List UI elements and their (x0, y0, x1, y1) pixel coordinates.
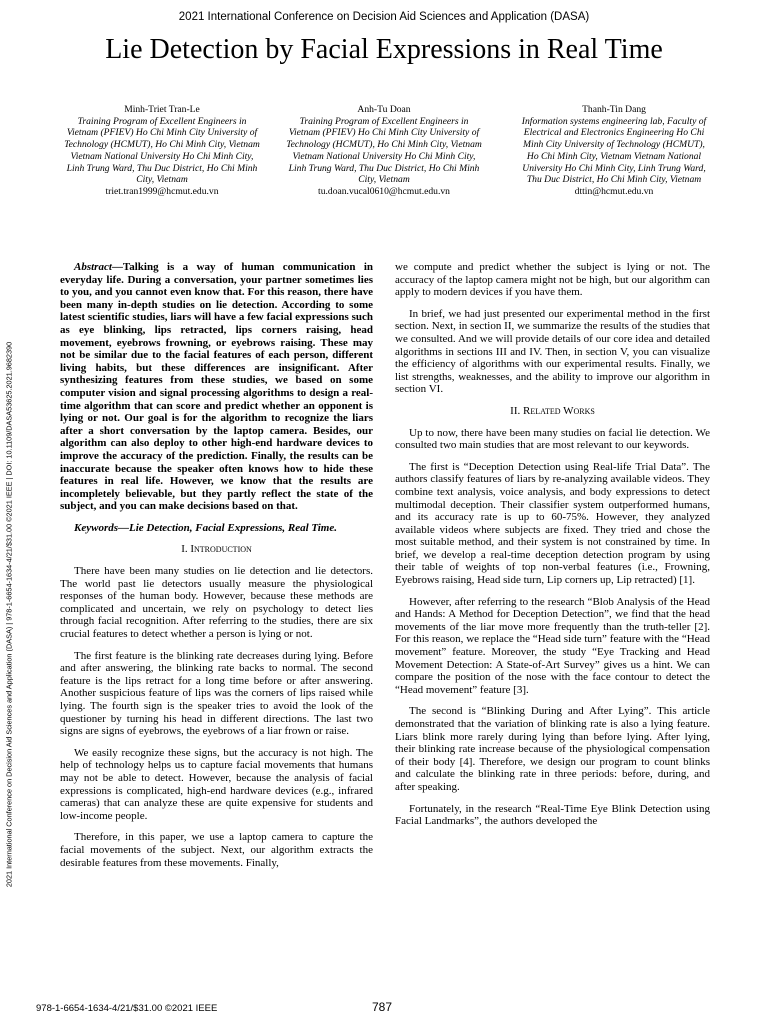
author-name: Minh-Triet Tran-Le (124, 104, 200, 115)
author-affiliation: Training Program of Excellent Engineers in Vietnam (PFIEV) Ho Chi Minh City University of Technology (HCMUT), Ho Chi Minh City, Vietnam Vietnam National University Ho Chi Minh City, Linh Trung Ward, Thu Duc District, Ho Chi Minh City, Vietnam (286, 115, 482, 186)
abstract (60, 261, 373, 513)
page-number: 787 (372, 1000, 393, 1014)
author-block (64, 104, 260, 198)
paragraph: Therefore, in this paper, we use a laptop camera to capture the facial movements of the subject. Next, our algorithm extracts the desirable features from these movements. Finally, (60, 831, 373, 869)
conference-header: 2021 International Conference on Decision Aid Sciences and Application (DASA) (178, 11, 590, 23)
author-name: Thanh-Tin Dang (582, 104, 646, 115)
author-affiliation: Training Program of Excellent Engineers in Vietnam (PFIEV) Ho Chi Minh City University of Technology (HCMUT), Ho Chi Minh City, Vietnam Vietnam National University Ho Chi Minh City, Linh Trung Ward, Thu Duc District, Ho Chi Minh City, Vietnam (64, 115, 260, 186)
paper-title: Lie Detection by Facial Expressions in Real Time (105, 34, 663, 65)
abstract-label: Abstract (74, 261, 112, 273)
paragraph: In brief, we had just presented our experimental method in the first section. Next, in section II, we summarize the results of the studies that we consulted. And we will provide details of our core idea and detailed algorithms in sections III and IV. Then, in section V, you can visualize the efficiency of algorithms with our experimental results. Finally, we list strengths, weaknesses, and the ability to improve our algorithm in section VI. (395, 307, 710, 396)
paragraph: Fortunately, in the research “Real-Time Eye Blink Detection using Facial Landmarks”, the authors developed the (395, 802, 710, 828)
paragraph: The first is “Deception Detection using Real-life Trial Data”. The authors classify features of liars by re-analyzing available videos. They combine text analysis, voice analysis, and body expressions to detect multimodal deception. Their classifier system outperformed humans, and its accuracy rate is up to 60-75%. However, they analyzed available videos where subjects are fixed. They tried and chose the most suitable method, and their system is not constrained by time. In brief, we develop a real-time deception detection program by using their table of weights of top non-verbal features (i.e., Frowning, Eyebrows raising, Head side turn, Lip corners up, Lip retracted) [1]. (395, 460, 710, 587)
section-heading-related-works: II. Related Works (510, 404, 595, 417)
keywords: Keywords—Lie Detection, Facial Expressions, Real Time. (74, 521, 337, 534)
section-heading-introduction: I. Introduction (181, 543, 252, 556)
paragraph: However, after referring to the research “Blob Analysis of the Head and Hands: A Method for Deception Detection”, we find that the head movements of the liar move more frequently than the truth-teller [2]. For this reason, we replace the “Head side turn” feature with the “Head movement” feature. Moreover, the study “Eye Tracking and Head Movement Detection: A State-of-Art Survey” gives us a hint. We can compare the position of the nose with the face contour to detect the “Head movement” feature [3]. (395, 595, 710, 696)
side-doi-note: 2021 International Conference on Decision Aid Sciences and Application (DASA) | 978-1-6654-1634-4/21/$31.00 ©2021 IEEE | DOI: 10.1109/DASA53625.2021.9682390 (4, 341, 14, 888)
author-block (516, 104, 712, 198)
author-affiliation: Information systems engineering lab, Faculty of Electrical and Electronics Engineering Ho Chi Minh City University of Technology (HCMUT), Ho Chi Minh City, Vietnam Vietnam National University Ho Chi Minh City, Linh Trung Ward, Thu Duc District, Ho Chi Minh City, Vietnam (521, 115, 707, 186)
paragraph: There have been many studies on lie detection and lie detectors. The world past lie detectors usually measure the physiological responses of the human body. However, because these methods are complicated and uncertain, we rely on psychology to detect lies through facial recognition. After referring to the studies, there are six crucial features to detect whether a person is lying or not. (60, 565, 373, 641)
paragraph: we compute and predict whether the subject is lying or not. The accuracy of the laptop camera might not be high, but our algorithm can apply to modern devices if you have them. (395, 261, 710, 299)
paragraph: Up to now, there have been many studies on facial lie detection. We consulted two main studies that are most relevant to our keywords. (395, 426, 710, 452)
author-block (286, 104, 482, 198)
author-name: Anh-Tu Doan (357, 104, 411, 115)
abstract-text: —Talking is a way of human communication in everyday life. During a conversation, your partner sometimes lies to you, and you cannot even know that. For this reason, there have been many in-depth studies on lie detection. According to some latest scientific studies, liars will have a few facial expressions such as eye blinking, lips retracted, lips corners raising, head movement, eyebrows frowning, or eyebrows raising. These may not be similar due to the facial features of each person, different living habits, but these differences are insignificant. After synthesizing features from these studies, we based on some computer vision and signal processing algorithms to design a real-time algorithm that can score and predict whether an opponent is lying or not. Our goal is for the algorithm to recognize the liars after a short conversation by the laptop camera. Besides, our algorithm can also deploy to other high-end hardware devices to improve the accuracy of the prediction. Finally, the results can be inaccurate because the speaker often knows how to hide these features in real life. However, we know that the results are incompletely believable, but they partly reflect the state of the subject, and you can make decisions based on that. (60, 261, 373, 513)
author-email: dttin@hcmut.edu.vn (574, 185, 654, 197)
paragraph: The first feature is the blinking rate decreases during lying. Before and after answering, the blinking rate backs to normal. The second feature is the lips retract for a long time before or after answering. Another suspicious feature of lips was the corners of lips raised while lying. The fourth sign is the speaker tries to avoid the look of the questioner by turning his head in different directions. The last two signs are signs of eyebrows, the eyebrows of a liar frown or raise. (60, 649, 373, 738)
left-column (60, 261, 373, 878)
paragraph: The second is “Blinking During and After Lying”. This article demonstrated that the variation of blinking rate is also a lying feature. Liars blink more rarely during lying than before lying. After lying, their blinking rate increase because of the physiological compensation of their body [4]. Therefore, we design our program to count blinks and calculate the blinking rate in three periods: before, during, and after speaking. (395, 705, 710, 793)
author-email: tu.doan.vucal0610@hcmut.edu.vn (318, 185, 450, 197)
footer-copyright: 978-1-6654-1634-4/21/$31.00 ©2021 IEEE (36, 1003, 218, 1014)
paragraph: We easily recognize these signs, but the accuracy is not high. The help of technology helps us to capture facial movements that humans may not be able to detect. However, because the analysis of facial expressions is complicated, high-end hardware devices (e.g., infrared cameras) that can analyze these are quite expensive for students and low-income people. (60, 746, 373, 822)
right-column (395, 261, 710, 837)
author-email: triet.tran1999@hcmut.edu.vn (105, 185, 219, 197)
